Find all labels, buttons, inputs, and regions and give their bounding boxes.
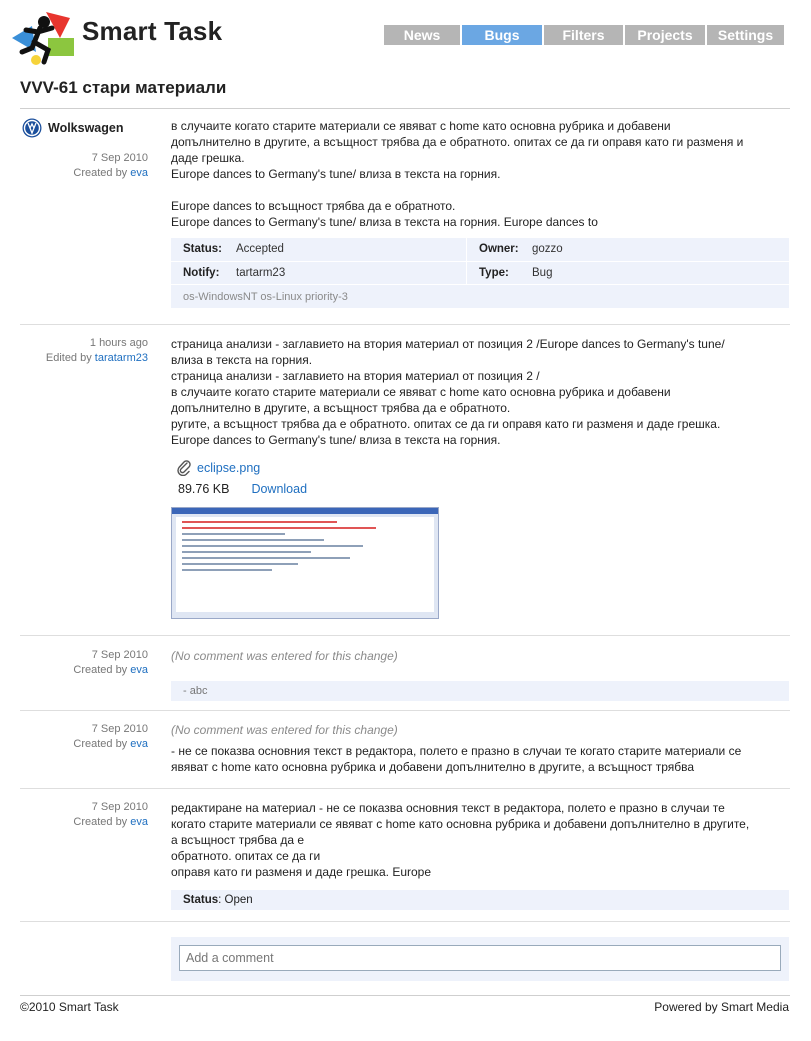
issue-tags: os-WindowsNT os-Linux priority-3 (171, 284, 789, 308)
comment-line: Europe dances to Germany's tune/ влиза в текста на горния. (171, 433, 501, 447)
thumbnail-line (182, 557, 350, 559)
thumbnail-line (182, 563, 298, 565)
attachment-name-row (176, 460, 789, 476)
powered-by: Powered by Smart Media (654, 1000, 789, 1014)
entry-date: 7 Sep 2010 (91, 723, 148, 735)
change-entry (20, 800, 790, 922)
comment-line: в случаите когато старите материали се явяват с home като основна рубрика и добавени (171, 385, 671, 399)
attachment-link[interactable]: eclipse.png (197, 461, 261, 475)
entry-date: 7 Sep 2010 (91, 649, 148, 661)
description-line: даде грешка. (171, 151, 245, 165)
entry-author (20, 737, 148, 752)
change-entry (20, 648, 790, 711)
status-field (171, 238, 467, 261)
attachment-size: 89.76 KB (178, 482, 230, 496)
type-value: Bug (532, 267, 553, 279)
company (22, 118, 123, 138)
thumbnail-line (182, 521, 337, 523)
entry-author (20, 815, 148, 830)
thumbnail-line (182, 539, 324, 541)
description-line: в случаите когато старите материали се явяват с home като основна рубрика и добавени (171, 119, 671, 133)
entry-author (20, 663, 148, 678)
footer-divider (20, 995, 790, 996)
comment-line: редактиране на материал - не се показва основния текст в редактора, полето е празно в случаи те (171, 801, 725, 815)
comment-input[interactable] (179, 945, 781, 971)
paperclip-icon (176, 460, 192, 476)
properties-grid (171, 238, 789, 284)
status-value: Accepted (236, 243, 284, 255)
main-nav (384, 25, 784, 45)
author-label: Created by (73, 167, 128, 179)
author-link[interactable]: eva (130, 664, 148, 676)
title-divider (20, 108, 790, 109)
thumbnail-content (176, 517, 434, 612)
comment-line: влиза в текста на горния. (171, 353, 313, 367)
comment-line: допълнително в другите, а всъщност трябва да е обратното. (171, 401, 511, 415)
author-label: Created by (73, 738, 128, 750)
description-line: Europe dances to всъщност трябва да е обратното. (171, 199, 456, 213)
entry-meta (20, 648, 148, 678)
attachment-info (178, 481, 789, 497)
thumbnail-line (182, 569, 272, 571)
comment-line: когато старите материали се явяват с home като основна рубрика и добавени допълнително в другите, (171, 817, 750, 831)
status-value: : Open (218, 894, 253, 906)
thumbnail-line (182, 527, 376, 529)
type-label: Type: (479, 267, 509, 279)
comment-line: обратното. опитах се да ги (171, 849, 321, 863)
owner-label: Owner: (479, 243, 519, 255)
entry-body (171, 336, 789, 619)
owner-value: gozzo (532, 243, 563, 255)
description-line: допълнително в другите, а всъщност трябва да е обратното. опитах се да ги оправя като ги разменя и (171, 135, 744, 149)
change-line: явяват с home като основна рубрика и добавени допълнително в другите, а всъщност трябва (171, 760, 695, 774)
owner-field (467, 238, 789, 261)
notify-label: Notify: (183, 267, 220, 279)
thumbnail-line (182, 545, 363, 547)
description-line: Europe dances to Germany's tune/ влиза в текста на горния. (171, 167, 501, 181)
change-line: - не се показва основния текст в редактора, полето е празно в случаи те когато старите материали се (171, 744, 742, 758)
tab-projects[interactable]: Projects (625, 25, 705, 45)
comment-area (171, 937, 789, 981)
thumbnail-titlebar (172, 508, 438, 514)
issue-properties (171, 238, 789, 308)
comment-line: страница анализи - заглавието на втория материал от позиция 2 /Europe dances to Germany's tune/ (171, 337, 725, 351)
header (0, 0, 811, 70)
entry-meta (20, 722, 148, 752)
description-line (171, 182, 789, 198)
tab-filters[interactable]: Filters (544, 25, 623, 45)
entry-date: 1 hours ago (89, 337, 148, 349)
copyright: ©2010 Smart Task (20, 1000, 119, 1014)
app-title[interactable]: Smart Task (82, 16, 223, 46)
comment-line: страница анализи - заглавието на втория материал от позиция 2 / (171, 369, 540, 383)
author-link[interactable]: taratarm23 (94, 352, 148, 364)
change-entry (20, 336, 790, 636)
type-field (467, 261, 789, 284)
entry-body (171, 800, 789, 910)
entry-author (20, 351, 148, 366)
attachment-thumbnail[interactable] (171, 507, 439, 619)
status-label: Status: (183, 243, 222, 255)
status-change (171, 890, 789, 910)
comment-line: ругите, а всъщност трябва да е обратното. опитах се да ги оправя като ги разменя и даде грешка. (171, 417, 721, 431)
author-link[interactable]: eva (130, 738, 148, 750)
comment-line: оправя като ги разменя и даде грешка. Europe (171, 865, 432, 879)
author-link[interactable]: eva (130, 816, 148, 828)
tab-settings[interactable]: Settings (707, 25, 784, 45)
notify-field (171, 261, 467, 284)
no-comment-text: (No comment was entered for this change) (171, 723, 398, 737)
entry-body (171, 118, 789, 308)
entry-body (171, 722, 789, 775)
entry-meta (20, 800, 148, 830)
no-comment-text: (No comment was entered for this change) (171, 649, 398, 663)
entry-body (171, 648, 789, 701)
change-entry (20, 722, 790, 789)
status-label: Status (183, 894, 219, 906)
tab-news[interactable]: News (384, 25, 460, 45)
description-line: Europe dances to Germany's tune/ влиза в текста на горния. Europe dances to (171, 215, 598, 229)
tab-bugs[interactable]: Bugs (462, 25, 542, 45)
thumbnail-line (182, 551, 311, 553)
author-label: Edited by (45, 352, 92, 364)
thumbnail-line (182, 533, 285, 535)
entry-date: 7 Sep 2010 (91, 152, 148, 164)
entry-author (20, 166, 148, 181)
change-summary: - abc (171, 681, 789, 701)
author-label: Created by (73, 664, 128, 676)
entry-meta (20, 336, 148, 366)
author-label: Created by (73, 816, 128, 828)
entry-date: 7 Sep 2010 (91, 801, 148, 813)
download-link[interactable]: Download (251, 482, 308, 496)
comment-line: а всъщност трябва да е (171, 833, 305, 847)
page-title: VVV-61 стари материали (20, 78, 227, 97)
attachment (171, 460, 789, 619)
smart-task-logo-icon[interactable] (10, 8, 76, 66)
issue-description (20, 118, 790, 325)
author-link[interactable]: eva (130, 167, 148, 179)
volkswagen-logo-icon (22, 118, 42, 138)
notify-value: tartarm23 (236, 267, 286, 279)
company-name: Wolkswagen (48, 120, 124, 135)
entry-meta (20, 118, 148, 181)
